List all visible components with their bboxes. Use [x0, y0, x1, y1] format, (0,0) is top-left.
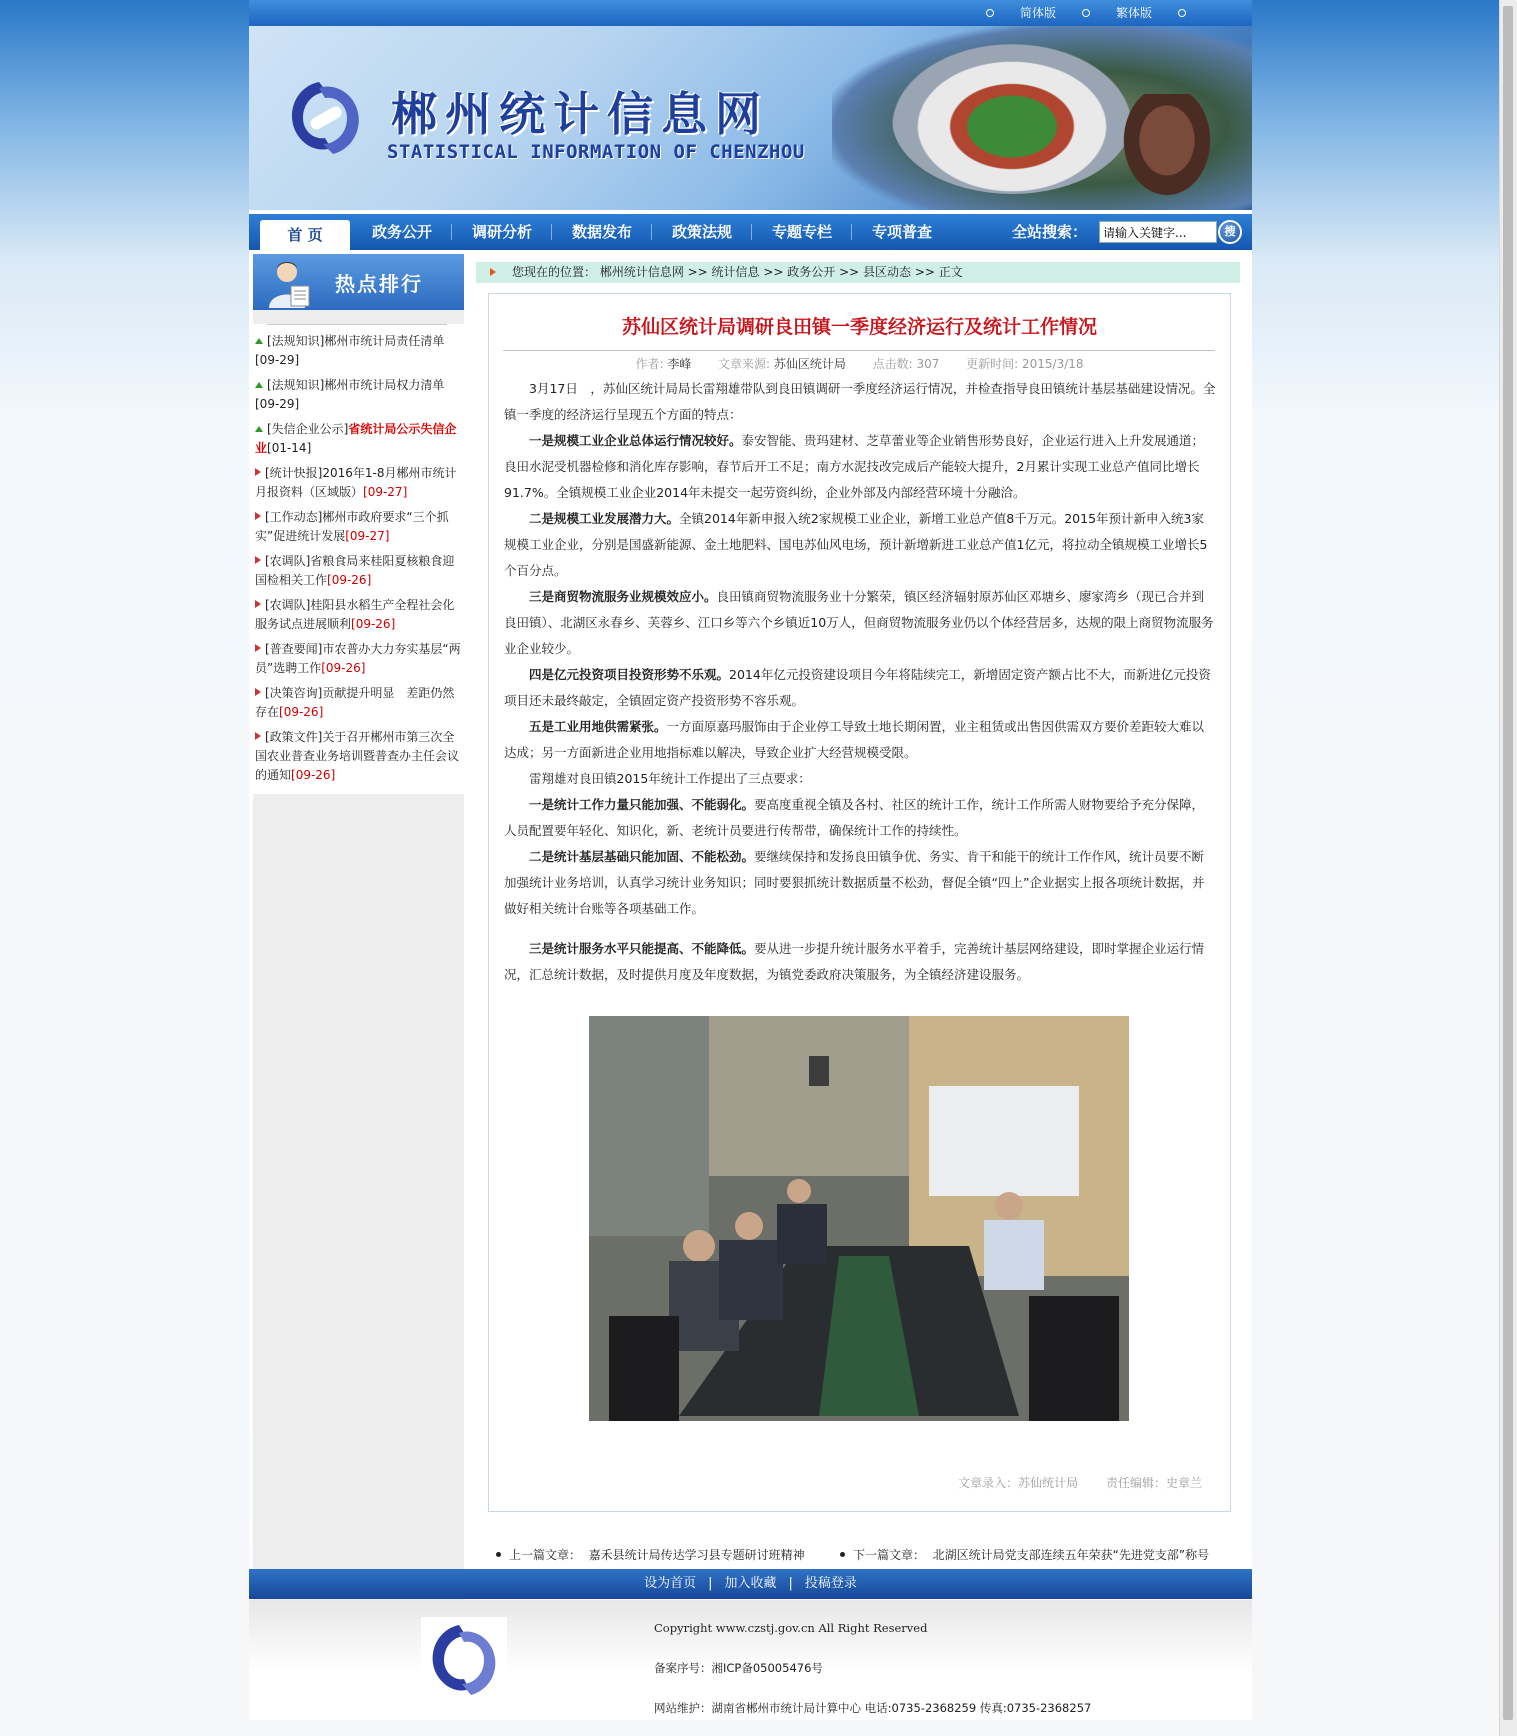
site-subtitle: STATISTICAL INFORMATION OF CHENZHOU	[387, 141, 805, 163]
list-item[interactable]	[255, 464, 461, 502]
link-separator: |	[788, 1576, 793, 1591]
article-paragraph: 一是统计工作力量只能加强、不能弱化。要高度重视全镇及各村、社区的统计工作，统计工作所需人财物要给予充分保障，人员配置要年轻化、知识化，新、老统计员要进行传帮带，确保统计工作的持续性。	[504, 797, 1205, 838]
bullet-icon	[1178, 9, 1186, 17]
simplified-link[interactable]: 简体版	[1019, 6, 1056, 20]
search-button[interactable]: 搜	[1218, 220, 1242, 244]
list-item-title[interactable]: [失信企业公示]	[267, 422, 349, 436]
list-item-title[interactable]: [法规知识]郴州市统计局权力清单	[267, 378, 445, 392]
list-item-date: [09-29]	[255, 353, 300, 367]
list-item-date: [09-27]	[363, 485, 408, 499]
article-credit	[934, 1474, 1202, 1491]
list-item-date: [09-26]	[327, 573, 372, 587]
nav-policy[interactable]: 政策法规	[671, 223, 732, 241]
list-item[interactable]	[255, 332, 461, 370]
list-item[interactable]	[255, 640, 461, 678]
nav-separator	[451, 224, 452, 240]
language-links	[960, 4, 1212, 21]
nav-topics[interactable]: 专题专栏	[771, 223, 832, 241]
bullet-icon	[1082, 9, 1090, 17]
list-item-highlight[interactable]: 省统计局公示失信企业	[255, 422, 457, 455]
footer-logo-icon	[421, 1617, 507, 1703]
user-reading-icon	[265, 258, 317, 308]
search-label: 全站搜索：	[1012, 223, 1088, 241]
nav-census[interactable]: 专项普查	[871, 223, 932, 241]
list-item[interactable]	[255, 684, 461, 722]
list-item-title[interactable]: [统计快报]2016年1-8月郴州市统计月报资料（区域版）	[255, 466, 457, 499]
header-banner	[249, 26, 1252, 210]
footer	[249, 1600, 1252, 1720]
bullet-icon	[496, 1552, 501, 1557]
red-right-arrow-icon	[255, 732, 261, 740]
list-item[interactable]	[255, 728, 461, 785]
author: 李峰	[667, 357, 692, 371]
green-up-arrow-icon	[255, 382, 263, 388]
article-paragraph: 五是工业用地供需紧张。一方面原嘉玛服饰由于企业停工导致土地长期闲置，业主租赁或出售因供需双方要价差距较大难以达成；另一方面新进企业用地指标难以解决，导致企业扩大经营规模受限。	[504, 719, 1205, 760]
breadcrumb-arrow-icon	[490, 268, 496, 276]
article-title: 苏仙区统计局调研良田镇一季度经济运行及统计工作情况	[621, 316, 1097, 338]
article-paragraph: 雷翔雄对良田镇2015年统计工作提出了三点要求：	[529, 771, 811, 786]
list-item[interactable]	[255, 596, 461, 634]
link-separator: |	[708, 1576, 713, 1591]
main-nav	[249, 214, 1252, 250]
article-paragraph: 3月17日 ，苏仙区统计局局长雷翔雄带队到良田镇调研一季度经济运行情况，并检查指导良田镇统计基层基础建设情况。全镇一季度的经济运行呈现五个方面的特点：	[504, 381, 1216, 422]
meeting-photo	[589, 1016, 1129, 1421]
red-right-arrow-icon	[255, 556, 261, 564]
list-item-date: [09-26]	[351, 617, 396, 631]
list-item-date: [09-26]	[279, 705, 324, 719]
article-paragraph: 二是规模工业发展潜力大。全镇2014年新申报入统2家规模工业企业，新增工业总产值8千万元。2015年预计新申入统3家规模工业企业，分别是国盛新能源、金土地肥料、国电苏仙风电场，预计新增新进工业总产值1亿元，将拉动全镇规模工业增长5个百分点。	[504, 511, 1208, 578]
hot-ranking-title: 热点排行	[335, 272, 423, 296]
red-right-arrow-icon	[255, 512, 261, 520]
hot-ranking-sidebar	[253, 254, 464, 1614]
site-logo-icon[interactable]	[279, 72, 371, 164]
list-item[interactable]	[255, 420, 461, 458]
stadium-image	[892, 44, 1132, 194]
footer-links-bar	[249, 1569, 1252, 1599]
nav-separator	[651, 224, 652, 240]
updated-label: 更新时间:	[966, 357, 1019, 371]
traditional-link[interactable]: 繁体版	[1115, 6, 1152, 20]
next-article	[840, 1546, 1209, 1563]
list-item-date: [09-29]	[255, 397, 300, 411]
top-strip	[249, 0, 1252, 26]
vertical-scrollbar[interactable]	[1499, 0, 1517, 1736]
prev-article-link[interactable]: 嘉禾县统计局传达学习县专题研讨班精神	[588, 1548, 805, 1562]
hits-label: 点击数:	[872, 357, 913, 371]
list-item[interactable]	[255, 552, 461, 590]
editor-label: 责任编辑：	[1105, 1476, 1166, 1490]
nav-research[interactable]: 调研分析	[471, 223, 532, 241]
search-input[interactable]	[1099, 221, 1217, 243]
list-item-date: [01-14]	[267, 441, 312, 455]
next-article-link[interactable]: 北湖区统计局党支部连续五年荣获“先进党支部”称号	[932, 1548, 1210, 1562]
nav-separator	[851, 224, 852, 240]
red-right-arrow-icon	[255, 644, 261, 652]
statue-image	[1112, 94, 1222, 210]
icp-text[interactable]: 备案序号：湘ICP备05005476号	[654, 1661, 823, 1675]
list-item-date: [09-26]	[321, 661, 366, 675]
maintainer-text: 网站维护：湖南省郴州市统计局计算中心 电话:0735-2368259 传真:0735-2368257	[654, 1701, 1092, 1715]
breadcrumb-text[interactable]: 您现在的位置： 郴州统计信息网 >> 统计信息 >> 政务公开 >> 县区动态 >> 正文	[512, 265, 963, 279]
hot-ranking-list	[253, 324, 464, 794]
article-paragraph: 一是规模工业企业总体运行情况较好。泰安智能、贵玛建材、芝草蕾业等企业销售形势良好，企业运行进入上升发展通道；良田水泥受机器检修和消化库存影响，春节后开工不足；南方水泥技改完成后产能较大提升，2月累计实现工业总产值同比增长91.7%。全镇规模工业企业2014年未提交一起劳资纠纷，企业外部及内部经营环境十分融洽。	[504, 433, 1205, 500]
list-item-title[interactable]: [农调队]省粮食局来桂阳夏核粮食迎国检相关工作	[255, 554, 455, 587]
copyright-text: Copyright www.czstj.gov.cn All Right Reserved	[654, 1621, 928, 1635]
bullet-icon	[840, 1552, 845, 1557]
editor-value: 史章兰	[1165, 1476, 1202, 1490]
list-item-title[interactable]: [政策文件]关于召开郴州市第三次全国农业普查业务培训暨普查办主任会议的通知	[255, 730, 460, 782]
article-meta	[489, 355, 1230, 372]
list-item-title[interactable]: [法规知识]郴州市统计局责任清单	[267, 334, 445, 348]
next-label: 下一篇文章：	[853, 1548, 926, 1562]
list-item-title[interactable]: [决策咨询]贡献提升明显 差距仍然存在	[255, 686, 455, 719]
green-up-arrow-icon	[255, 426, 263, 432]
article-body	[504, 376, 1216, 988]
nav-government-affairs[interactable]: 政务公开	[371, 223, 432, 241]
article-paragraph: 四是亿元投资项目投资形势不乐观。2014年亿元投资建设项目今年将陆续完工，新增固定资产额占比不大，而新进亿元投资项目还未最终敲定，全镇固定资产投资形势不容乐观。	[504, 667, 1211, 708]
source: 苏仙区统计局	[773, 357, 846, 371]
updated-date: 2015/3/18	[1022, 357, 1084, 371]
article-paragraph: 三是统计服务水平只能提高、不能降低。要从进一步提升统计服务水平着手，完善统计基层网络建设，即时掌握企业运行情况，汇总统计数据，及时提供月度及年度数据，为镇党委政府决策服务，为全镇经济建设服务。	[504, 941, 1205, 982]
title-divider	[503, 350, 1215, 351]
red-right-arrow-icon	[255, 468, 261, 476]
list-item-date: [09-27]	[345, 529, 390, 543]
article-panel	[488, 293, 1231, 1512]
list-divider	[267, 324, 447, 325]
set-homepage-link[interactable]: 设为首页	[644, 1576, 697, 1591]
list-item-date: [09-26]	[291, 768, 336, 782]
prev-label: 上一篇文章：	[509, 1548, 582, 1562]
list-item-title[interactable]: [农调队]桂阳县水稻生产全程社会化服务试点进展顺利	[255, 598, 455, 631]
article-paragraph: 三是商贸物流服务业规模效应小。良田镇商贸物流服务业十分繁荣，镇区经济辐射原苏仙区邓塘乡、廖家湾乡（现已合并到良田镇）、北湖区永春乡、芙蓉乡、江口乡等六个乡镇近10万人，但商贸物流服务业仍以个体经营居多，达规的限上商贸物流服务业企业较少。	[504, 589, 1214, 656]
nav-home[interactable]: 首 页	[260, 220, 350, 250]
bullet-icon	[986, 9, 994, 17]
prev-next-links	[496, 1546, 1246, 1563]
source-label: 文章来源:	[718, 357, 771, 371]
article-paragraph: 二是统计基层基础只能加固、不能松劲。要继续保持和发扬良田镇争优、务实、肯干和能干的统计工作作风，统计员要不断加强统计业务培训，认真学习统计业务知识；同时要狠抓统计数据质量不松劲，督促全镇“四上”企业据实上报各项统计数据，并做好相关统计台账等各项基础工作。	[504, 849, 1205, 916]
nav-separator	[751, 224, 752, 240]
list-item-title[interactable]: [普查要闻]市农普办大力夯实基层“两员”选聘工作	[255, 642, 461, 675]
green-up-arrow-icon	[255, 338, 263, 344]
list-item[interactable]	[255, 508, 461, 546]
entry-label: 文章录入：	[958, 1476, 1019, 1490]
red-right-arrow-icon	[255, 600, 261, 608]
nav-data-release[interactable]: 数据发布	[571, 223, 632, 241]
red-right-arrow-icon	[255, 688, 261, 696]
add-favorite-link[interactable]: 加入收藏	[724, 1576, 777, 1591]
entry-value: 苏仙统计局	[1018, 1476, 1079, 1490]
submission-login-link[interactable]: 投稿登录	[804, 1576, 857, 1591]
nav-separator	[551, 224, 552, 240]
list-item-title[interactable]: [工作动态]郴州市政府要求“三个抓实”促进统计发展	[255, 510, 449, 543]
site-title: 郴州统计信息网	[391, 87, 769, 141]
list-item[interactable]	[255, 376, 461, 414]
scrollbar-thumb[interactable]	[1503, 6, 1513, 1720]
hits-count: 307	[916, 357, 940, 371]
page-container	[249, 0, 1252, 1720]
breadcrumb	[476, 262, 1240, 283]
hot-ranking-header	[253, 254, 464, 310]
author-label: 作者:	[635, 357, 664, 371]
